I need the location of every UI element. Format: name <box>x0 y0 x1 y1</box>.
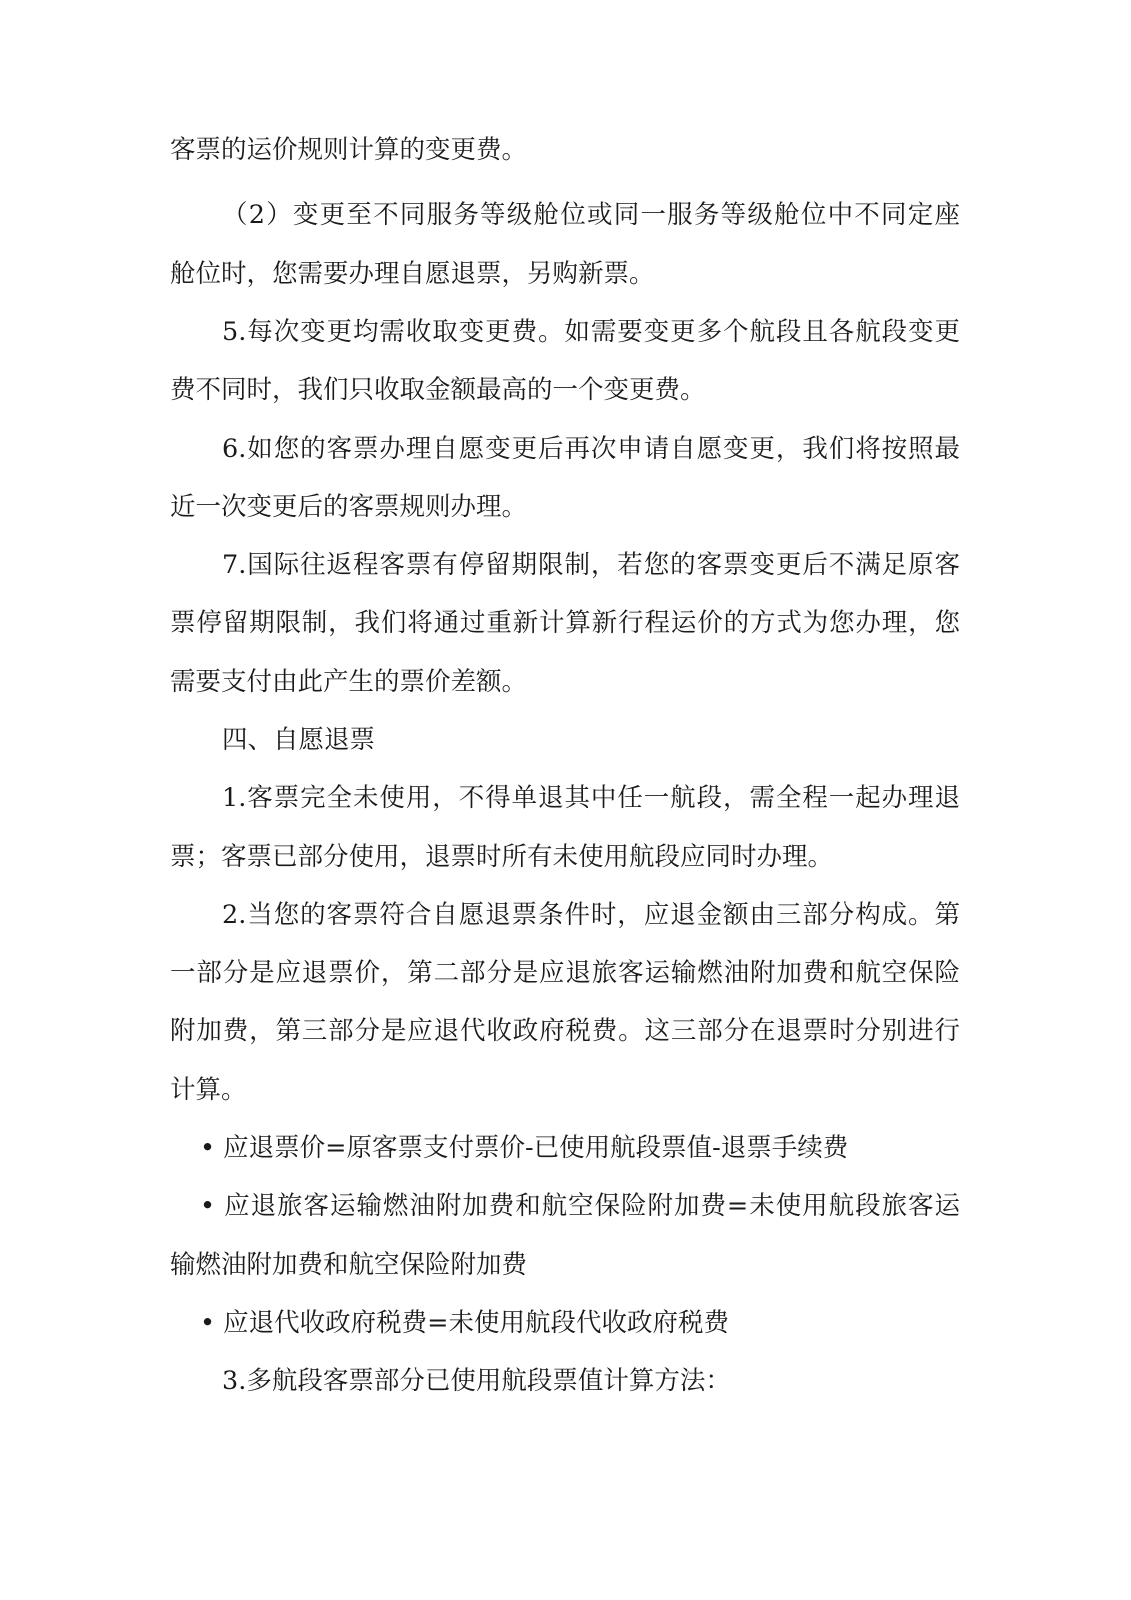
text-line: 票；客票已部分使用，退票时所有未使用航段应同时办理。 <box>170 842 834 872</box>
text-line: 输燃油附加费和航空保险附加费 <box>170 1250 528 1280</box>
text-line: 7.国际往返程客票有停留期限制，若您的客票变更后不满足原客 <box>222 550 960 580</box>
bullet-item: • 应退旅客运输燃油附加费和航空保险附加费=未使用航段旅客运 <box>200 1191 960 1221</box>
text-line: 近一次变更后的客票规则办理。 <box>170 492 528 522</box>
text-line: 1.客票完全未使用，不得单退其中任一航段，需全程一起办理退 <box>222 783 960 813</box>
bullet-item: • 应退代收政府税费=未使用航段代收政府税费 <box>200 1308 730 1338</box>
text-line: 票停留期限制，我们将通过重新计算新行程运价的方式为您办理，您 <box>170 608 960 638</box>
text-line: 客票的运价规则计算的变更费。 <box>170 135 528 165</box>
text-line: 费不同时，我们只收取金额最高的一个变更费。 <box>170 375 706 405</box>
text-line: 2.当您的客票符合自愿退票条件时，应退金额由三部分构成。第 <box>222 900 960 930</box>
text-line: 舱位时，您需要办理自愿退票，另购新票。 <box>170 259 655 289</box>
bullet-item: • 应退票价=原客票支付票价-已使用航段票值-退票手续费 <box>200 1133 849 1163</box>
text-line: 5.每次变更均需收取变更费。如需要变更多个航段且各航段变更 <box>222 317 960 347</box>
section-heading: 四、自愿退票 <box>222 725 376 755</box>
text-line: 附加费，第三部分是应退代收政府税费。这三部分在退票时分别进行 <box>170 1016 960 1046</box>
text-line: 6.如您的客票办理自愿变更后再次申请自愿变更，我们将按照最 <box>222 434 960 464</box>
text-line: 3.多航段客票部分已使用航段票值计算方法： <box>222 1366 731 1396</box>
text-line: 需要支付由此产生的票价差额。 <box>170 667 528 697</box>
text-line: （2）变更至不同服务等级舱位或同一服务等级舱位中不同定座 <box>222 200 960 230</box>
text-line: 一部分是应退票价，第二部分是应退旅客运输燃油附加费和航空保险 <box>170 958 960 988</box>
text-line: 计算。 <box>170 1075 247 1105</box>
